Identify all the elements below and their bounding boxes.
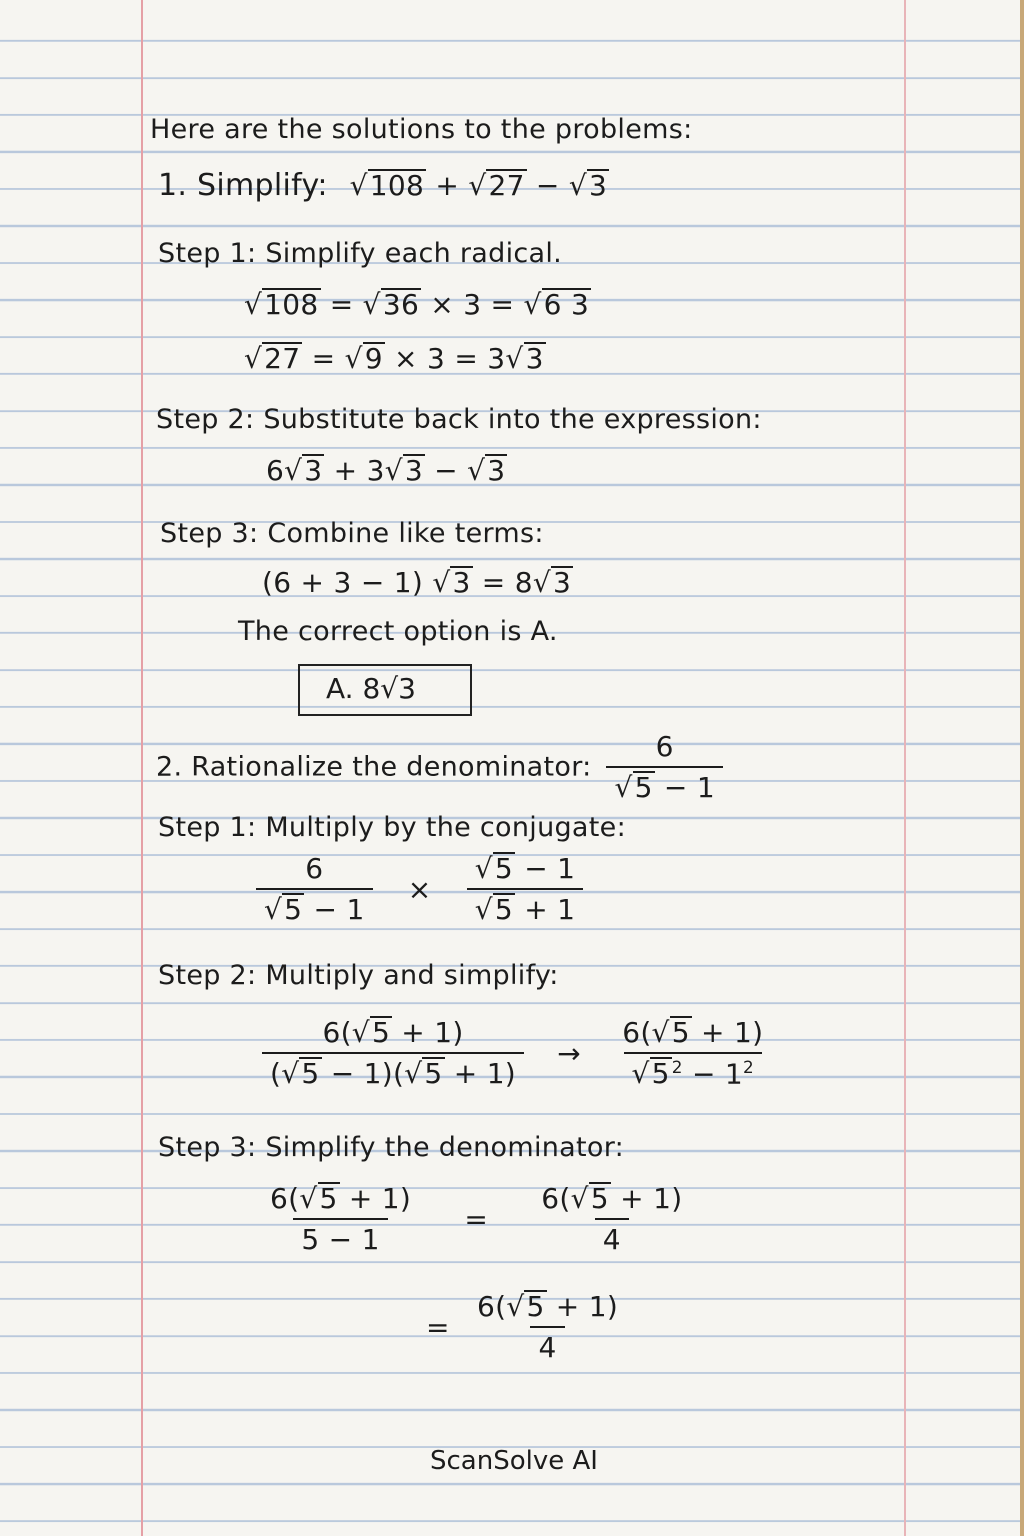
problem-2-label: 2. Rationalize the denominator:	[156, 751, 592, 783]
problem-1-expression: √108 + √27 − √3	[349, 169, 608, 202]
p1-step2-label: Step 2: Substitute back into the expression:	[156, 404, 762, 435]
problem-2-fraction: $\frac{6}{√5 - 1}$	[606, 730, 723, 804]
p1-conclusion: The correct option is A.	[238, 616, 558, 647]
p2-step2-expr: $\frac{6(√5 + 1)}{(√5 - 1)(√5 + 1)}$ → $\frac{6(√5 + 1)}{√5 ^2 - 1^2}$	[256, 1016, 777, 1090]
p1-step3-label: Step 3: Combine like terms:	[160, 518, 544, 549]
p1-step1-line1: √108 = √36 × 3 = √6 3	[244, 288, 590, 321]
answer-box	[298, 664, 472, 716]
p1-step3-expr: (6 + 3 − 1) √3 = 8√3	[262, 566, 572, 599]
p1-step1-label: Step 1: Simplify each radical.	[158, 238, 563, 269]
margin-line-right	[904, 0, 906, 1536]
margin-line-left	[141, 0, 143, 1536]
footer-brand: ScanSolve AI	[430, 1446, 598, 1476]
answer-box-text: A. 8√3	[326, 672, 416, 705]
p2-step3-result: = $\frac{6(√5 + 1)}{4}$	[426, 1290, 619, 1364]
intro-text: Here are the solutions to the problems:	[150, 114, 693, 145]
paper-edge	[1020, 0, 1024, 1536]
p2-step3-label: Step 3: Simplify the denominator:	[158, 1132, 625, 1163]
p2-step1-expr: $\frac{6}{√5 - 1}$ × $\frac{√5 - 1}{√5 + 1}$	[250, 852, 589, 926]
p2-step3-expr: $\frac{6(√5 + 1)}{5 - 1}$ = $\frac{6(√5 + 1)}{4}$	[270, 1182, 683, 1256]
p2-step2-label: Step 2: Multiply and simplify:	[158, 960, 559, 991]
problem-2-title	[156, 730, 729, 804]
p1-step1-line2: √27 = √9 × 3 = 3√3	[244, 342, 544, 375]
p2-step1-label: Step 1: Multiply by the conjugate:	[158, 812, 626, 843]
problem-1-title	[158, 168, 609, 203]
p1-step2-expr: 6√3 + 3√3 − √3	[266, 454, 506, 487]
problem-1-label: 1. Simplify:	[158, 168, 328, 203]
